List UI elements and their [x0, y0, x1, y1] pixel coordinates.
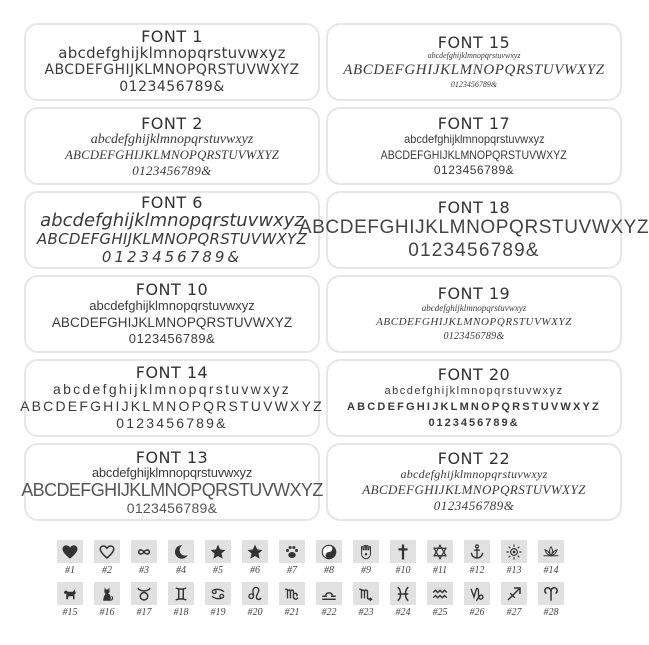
- symbol-label: #4: [176, 565, 186, 576]
- leo-icon: [242, 582, 268, 605]
- hamsa-icon: [353, 540, 379, 563]
- font-panel-1[interactable]: [24, 23, 320, 101]
- symbol-option-20[interactable]: [239, 582, 274, 620]
- font-panel-18[interactable]: [298, 191, 649, 269]
- virgo-icon: [279, 582, 305, 605]
- symbol-option-11[interactable]: [424, 540, 459, 578]
- symbol-label: #28: [543, 607, 559, 618]
- yin-yang-icon: [316, 540, 342, 563]
- font-sample-digits: 0123456789&: [408, 239, 540, 261]
- font-sample-uppercase: ABCDEFGHIJKLMNOPQRSTUVWXYZ: [298, 216, 649, 238]
- symbol-label: #18: [173, 607, 189, 618]
- font-panel-15[interactable]: [326, 23, 622, 101]
- font-sample-lowercase: abcdefghijklmnopqrstuvwxyz: [384, 384, 564, 397]
- font-sample-uppercase: ABCDEFGHIJKLMNOPQRSTUVWXYZ: [21, 479, 323, 500]
- font-sample-digits: 0123456789&: [126, 499, 218, 516]
- symbol-option-3[interactable]: [128, 540, 163, 578]
- font-sample-digits: 0123456789&: [450, 79, 498, 89]
- font-title: FONT 17: [437, 113, 511, 133]
- lotus-icon: [538, 540, 564, 563]
- font-sample-lowercase: abcdefghijklmnopqrstuvwxyz: [40, 210, 304, 231]
- symbol-label: #20: [247, 607, 263, 618]
- font-panel-6[interactable]: [24, 191, 320, 269]
- symbol-label: #7: [287, 565, 297, 576]
- font-panel-17[interactable]: [326, 107, 622, 185]
- symbol-label: #27: [506, 607, 522, 618]
- font-sample-lowercase: abcdefghijklmnopqrstuvwxyz: [403, 131, 545, 146]
- font-sample-digits: 0123456789&: [132, 162, 212, 178]
- heart-outline-icon: [94, 540, 120, 563]
- symbol-option-16[interactable]: [91, 582, 126, 620]
- sagittarius-icon: [501, 582, 527, 605]
- font-sample-digits: 0123456789&: [433, 162, 515, 177]
- font-sample-digits: 0123456789&: [428, 416, 520, 429]
- font-panel-10[interactable]: [24, 275, 320, 353]
- cross-icon: [390, 540, 416, 563]
- symbol-label: #3: [139, 565, 149, 576]
- font-sample-uppercase: ABCDEFGHIJKLMNOPQRSTUVWXYZ: [347, 400, 601, 413]
- crescent-moon-icon: [168, 540, 194, 563]
- cat-icon: [94, 582, 120, 605]
- symbol-label: #23: [358, 607, 374, 618]
- symbol-option-2[interactable]: [91, 540, 126, 578]
- aries-icon: [538, 582, 564, 605]
- symbol-option-9[interactable]: [350, 540, 385, 578]
- symbol-label: #5: [213, 565, 223, 576]
- symbol-option-12[interactable]: [461, 540, 496, 578]
- aquarius-icon: [427, 582, 453, 605]
- font-sample-uppercase: ABCDEFGHIJKLMNOPQRSTUVWXYZ: [380, 147, 567, 162]
- symbol-label: #11: [432, 565, 448, 576]
- font-panel-14[interactable]: [20, 359, 324, 437]
- symbol-option-22[interactable]: [313, 582, 348, 620]
- dog-icon: [57, 582, 83, 605]
- font-panel-2[interactable]: [24, 107, 320, 185]
- font-panel-22[interactable]: [326, 443, 622, 521]
- symbol-option-23[interactable]: [350, 582, 385, 620]
- symbol-option-5[interactable]: [202, 540, 237, 578]
- symbol-label: #24: [395, 607, 411, 618]
- symbol-option-24[interactable]: [387, 582, 422, 620]
- infinity-icon: [131, 540, 157, 563]
- font-sample-digits: 0123456789&: [433, 498, 515, 513]
- font-panel-20[interactable]: [326, 359, 622, 437]
- font-title: FONT 1: [141, 27, 203, 46]
- cancer-icon: [205, 582, 231, 605]
- font-title: FONT 22: [437, 449, 511, 468]
- symbol-option-21[interactable]: [276, 582, 311, 620]
- font-sample-lowercase: abcdefghijklmnopqrstuvwxyz: [90, 131, 254, 147]
- symbol-label: #1: [65, 565, 75, 576]
- symbol-label: #19: [210, 607, 226, 618]
- font-sample-uppercase: ABCDEFGHIJKLMNOPQRSTUVWXYZ: [343, 61, 605, 78]
- scorpio-icon: [353, 582, 379, 605]
- symbol-label: #8: [324, 565, 334, 576]
- symbol-label: #16: [99, 607, 115, 618]
- symbol-label: #17: [136, 607, 152, 618]
- symbol-label: #26: [469, 607, 485, 618]
- taurus-icon: [131, 582, 157, 605]
- font-sample-uppercase: ABCDEFGHIJKLMNOPQRSTUVWXYZ: [376, 315, 572, 328]
- symbol-option-10[interactable]: [387, 540, 422, 578]
- symbol-option-13[interactable]: [498, 540, 533, 578]
- symbol-option-19[interactable]: [202, 582, 237, 620]
- font-title: FONT 2: [141, 113, 203, 133]
- font-sample-digits: 0123456789&: [116, 415, 228, 431]
- font-sample-digits: 0123456789&: [119, 79, 225, 95]
- font-sample-uppercase: ABCDEFGHIJKLMNOPQRSTUVWXYZ: [44, 62, 300, 78]
- font-sample-uppercase: ABCDEFGHIJKLMNOPQRSTUVWXYZ: [36, 230, 308, 248]
- symbol-option-18[interactable]: [165, 582, 200, 620]
- font-title: FONT 15: [437, 32, 511, 52]
- symbol-label: #2: [102, 565, 112, 576]
- paw-icon: [279, 540, 305, 563]
- pisces-icon: [390, 582, 416, 605]
- symbol-option-15[interactable]: [54, 582, 89, 620]
- font-title: FONT 18: [437, 197, 511, 217]
- symbol-option-25[interactable]: [424, 582, 459, 620]
- symbol-label: #6: [250, 565, 260, 576]
- star-of-david-icon: [427, 540, 453, 563]
- symbol-label: #14: [543, 565, 559, 576]
- font-sample-lowercase: abcdefghijklmnopqrstuvwxyz: [89, 298, 255, 313]
- symbol-option-1[interactable]: [54, 540, 89, 578]
- font-sample-lowercase: abcdefghijklmnopqrstuvwxyz: [421, 302, 527, 313]
- capricorn-icon: [464, 582, 490, 605]
- font-sample-uppercase: ABCDEFGHIJKLMNOPQRSTUVWXYZ: [65, 146, 279, 162]
- libra-icon: [316, 582, 342, 605]
- font-sample-digits: 0123456789&: [443, 330, 505, 342]
- font-title: FONT 19: [437, 283, 511, 303]
- font-title: FONT 14: [135, 363, 209, 382]
- symbol-label: #22: [321, 607, 337, 618]
- font-sample-lowercase: abcdefghijklmnopqrstuvwxyz: [58, 44, 286, 62]
- font-sample-digits: 0123456789&: [101, 248, 243, 266]
- symbol-option-27[interactable]: [498, 582, 533, 620]
- symbol-option-8[interactable]: [313, 540, 348, 578]
- font-title: FONT 20: [437, 364, 511, 384]
- font-title: FONT 6: [141, 193, 203, 212]
- anchor-icon: [464, 540, 490, 563]
- font-sample-lowercase: abcdefghijklmnopqrstuvwxyz: [400, 467, 548, 481]
- symbol-label: #21: [284, 607, 300, 618]
- symbol-option-6[interactable]: [239, 540, 274, 578]
- star-icon: [242, 540, 268, 563]
- font-title: FONT 10: [135, 280, 209, 299]
- symbol-label: #9: [361, 565, 371, 576]
- font-sample-lowercase: abcdefghijklmnopqrstuvwxyz: [427, 50, 521, 60]
- font-panel-19[interactable]: [326, 275, 622, 353]
- font-sample-digits: 0123456789&: [128, 331, 216, 346]
- font-sample-uppercase: ABCDEFGHIJKLMNOPQRSTUVWXYZ: [362, 482, 586, 497]
- symbol-label: #10: [395, 565, 411, 576]
- symbol-option-26[interactable]: [461, 582, 496, 620]
- symbol-label: #12: [469, 565, 485, 576]
- star-icon: [205, 540, 231, 563]
- gemini-icon: [168, 582, 194, 605]
- symbol-option-28[interactable]: [535, 582, 570, 620]
- sun-icon: [501, 540, 527, 563]
- symbol-option-7[interactable]: [276, 540, 311, 578]
- heart-icon: [57, 540, 83, 563]
- font-sample-uppercase: ABCDEFGHIJKLMNOPQRSTUVWXYZ: [51, 315, 293, 330]
- font-title: FONT 13: [135, 447, 209, 467]
- font-sample-uppercase: ABCDEFGHIJKLMNOPQRSTUVWXYZ: [20, 398, 324, 414]
- symbol-label: #25: [432, 607, 448, 618]
- symbol-option-17[interactable]: [128, 582, 163, 620]
- symbol-label: #15: [62, 607, 78, 618]
- symbol-option-14[interactable]: [535, 540, 570, 578]
- symbol-option-4[interactable]: [165, 540, 200, 578]
- font-panel-13[interactable]: [21, 443, 323, 521]
- font-sample-lowercase: abcdefghijklmnopqrstuvwxyz: [91, 464, 253, 480]
- symbol-label: #13: [506, 565, 522, 576]
- font-sample-lowercase: abcdefghijklmnopqrstuvwxyz: [53, 381, 291, 397]
